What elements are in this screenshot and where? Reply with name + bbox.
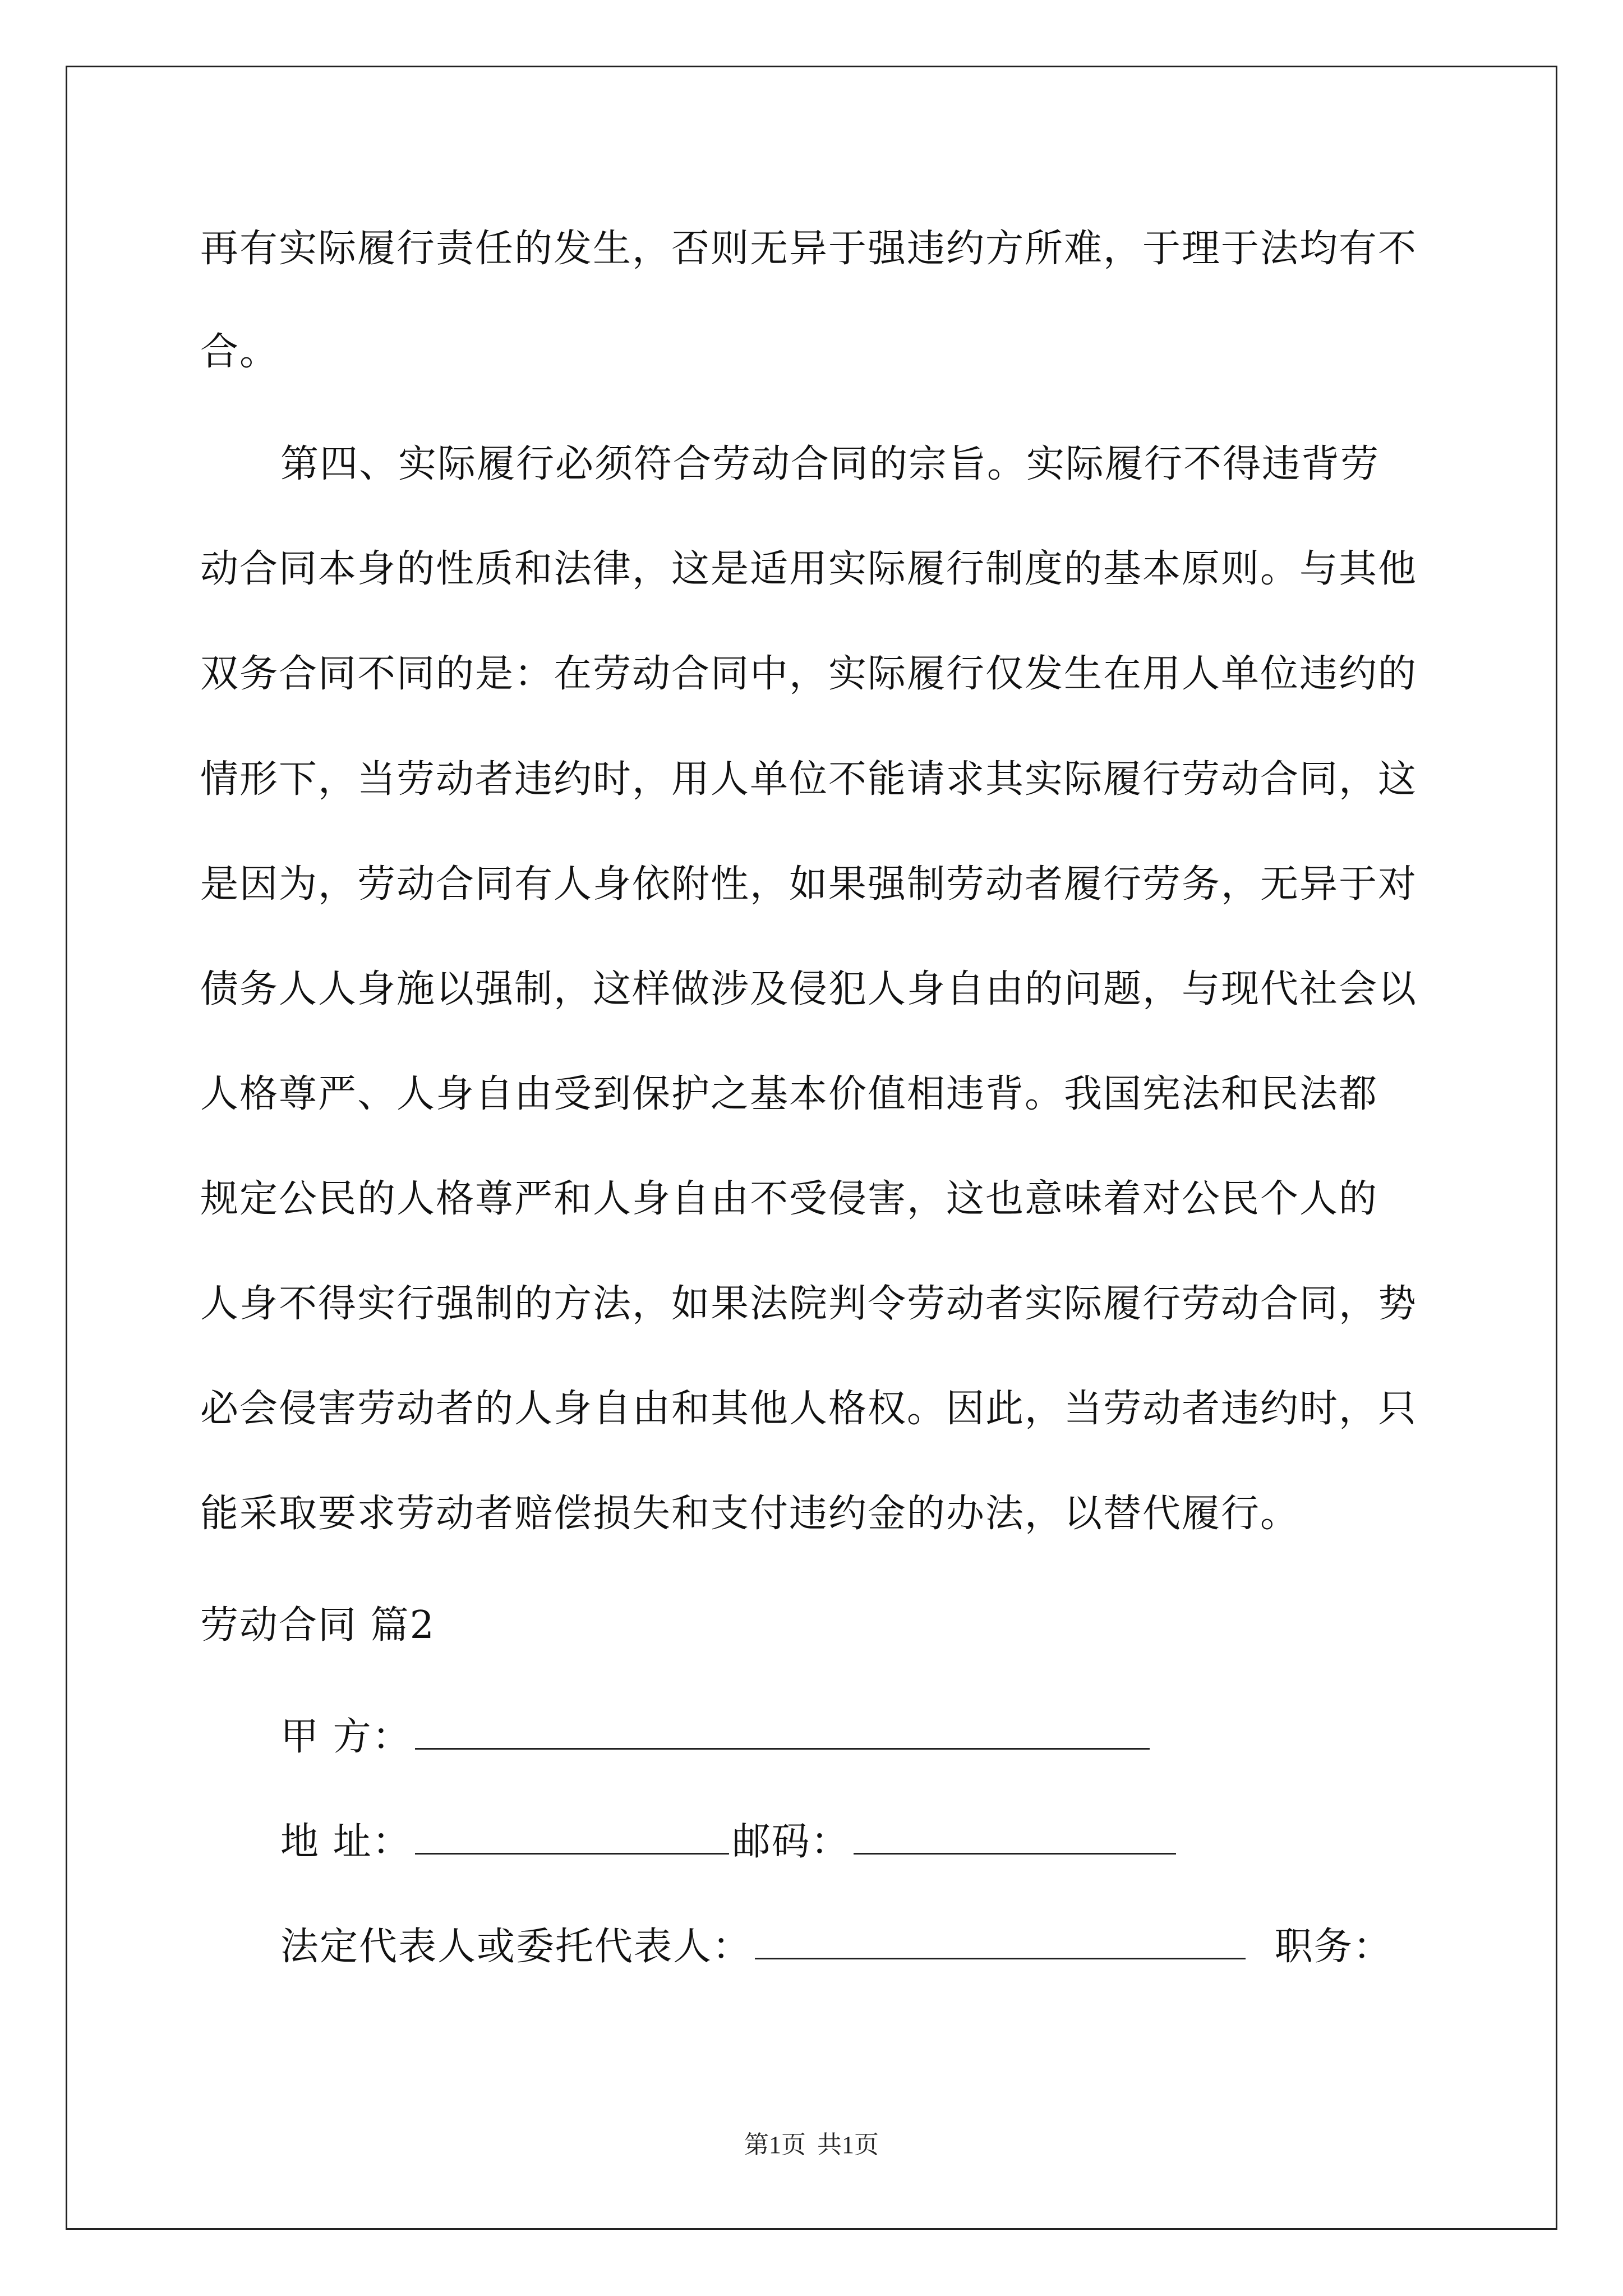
text-line: 债务人人身施以强制，这样做涉及侵犯人身自由的问题，与现代社会以 [200, 967, 1418, 1011]
text-line: 第四、实际履行必须符合劳动合同的宗旨。实际履行不得违背劳 [280, 442, 1380, 486]
representative-row [280, 1925, 1393, 1969]
section-heading: 劳动合同 篇2 [200, 1603, 435, 1648]
text-line: 规定公民的人格尊严和人身自由不受侵害，这也意味着对公民个人的 [200, 1177, 1378, 1221]
party-a-field[interactable] [415, 1715, 1150, 1750]
address-label: 地 址： [280, 1820, 412, 1864]
text-line: 是因为，劳动合同有人身依附性，如果强制劳动者履行劳务，无异于对 [200, 862, 1418, 907]
page-total: 共1页 [817, 2131, 879, 2159]
text-line: 人身不得实行强制的方法，如果法院判令劳动者实际履行劳动合同，势 [200, 1282, 1418, 1326]
representative-field[interactable] [755, 1925, 1246, 1959]
page-number: 第1页 [744, 2131, 806, 2159]
party-a-row [280, 1715, 1153, 1759]
page-frame [66, 66, 1557, 2230]
text-line: 再有实际履行责任的发生，否则无异于强违约方所难，于理于法均有不 [200, 227, 1418, 271]
page-footer [0, 2133, 1623, 2157]
representative-label: 法定代表人或委托代表人： [280, 1925, 752, 1969]
text-line: 合。 [200, 330, 279, 374]
address-row [280, 1820, 1179, 1864]
text-line: 动合同本身的性质和法律，这是适用实际履行制度的基本原则。与其他 [200, 547, 1418, 591]
postcode-label: 邮码： [732, 1820, 850, 1864]
text-line: 双务合同不同的是：在劳动合同中，实际履行仅发生在用人单位违约的 [200, 652, 1418, 696]
party-a-label: 甲 方： [280, 1715, 412, 1759]
postcode-field[interactable] [854, 1820, 1176, 1855]
text-line: 人格尊严、人身自由受到保护之基本价值相违背。我国宪法和民法都 [200, 1072, 1378, 1116]
text-line: 必会侵害劳动者的人身自由和其他人格权。因此，当劳动者违约时，只 [200, 1387, 1418, 1431]
position-label: 职务： [1274, 1925, 1393, 1969]
address-field[interactable] [415, 1820, 729, 1855]
text-line: 能采取要求劳动者赔偿损失和支付违约金的办法，以替代履行。 [200, 1492, 1300, 1536]
text-line: 情形下，当劳动者违约时，用人单位不能请求其实际履行劳动合同，这 [200, 757, 1418, 802]
